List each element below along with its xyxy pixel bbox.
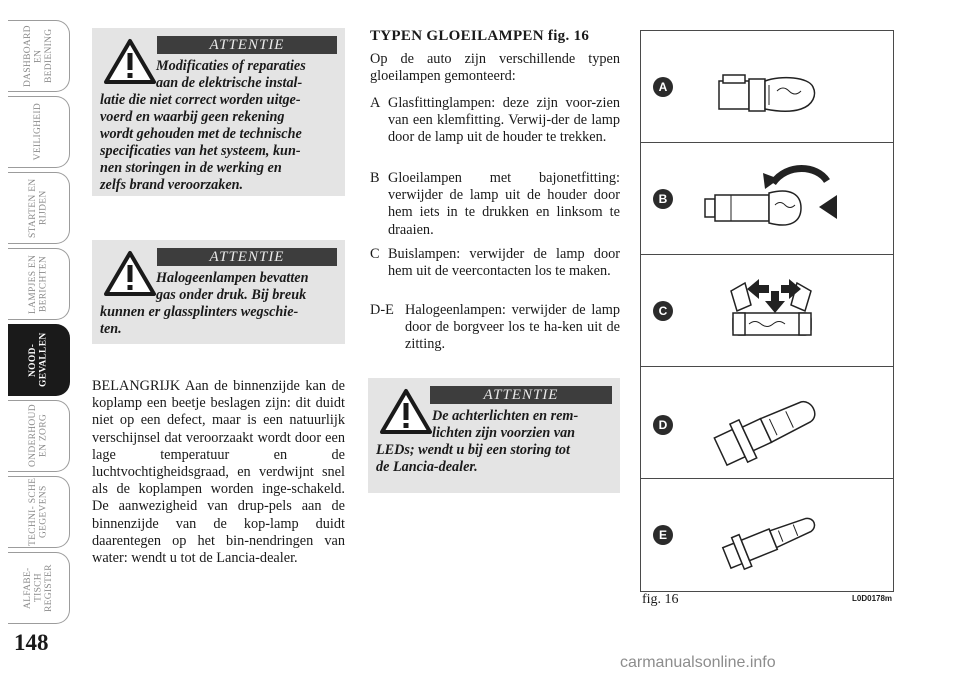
- chapter-tab-label: TECHNI- SCHE GEGEVENS: [28, 477, 49, 547]
- warning-line: Halogeenlampen bevatten: [156, 270, 309, 286]
- figure-caption: fig. 16: [642, 592, 679, 607]
- chapter-tab-label: VEILIGHEID: [33, 103, 44, 161]
- warning-box-led: [368, 378, 620, 493]
- warning-box-electrical: [92, 28, 345, 196]
- warning-text: [100, 270, 338, 338]
- chapter-tab-label: DASHBOARD EN BEDIENING: [22, 25, 54, 87]
- chapter-tab[interactable]: [8, 20, 70, 92]
- glass-wedge-bulb-icon: [641, 31, 893, 143]
- panel-label: B: [653, 189, 673, 209]
- warning-title: ATTENTIE: [430, 386, 612, 404]
- bulb-type-item: [370, 170, 620, 242]
- festoon-bulb-icon: [641, 255, 893, 367]
- chapter-tab[interactable]: [8, 96, 70, 168]
- panel-label: D: [653, 415, 673, 435]
- warning-text: [100, 58, 338, 194]
- halogen-h7-bulb-icon: [641, 367, 893, 479]
- warning-line: specificaties van het systeem, kun-: [100, 143, 301, 159]
- item-key: D-E: [370, 302, 394, 318]
- watermark: carmanualsonline.info: [620, 654, 776, 671]
- bulb-type-item: [370, 95, 620, 167]
- figure-panel-d: [641, 367, 893, 479]
- panel-label: C: [653, 301, 673, 321]
- item-text: Glasfittinglampen: deze zijn voor-zien van een klemfitting. Verwij-der de lamp door de lamp uit de houder te trekken.: [388, 95, 620, 146]
- figure-panel-b: [641, 143, 893, 255]
- item-key: C: [370, 246, 380, 262]
- item-text: Halogeenlampen: verwijder de lamp door de borgveer los te ha-ken uit de zitting.: [405, 302, 620, 353]
- item-key: A: [370, 95, 381, 111]
- chapter-tab-label: ONDERHOUD EN ZORG: [28, 404, 49, 468]
- warning-line: de Lancia-dealer.: [376, 459, 478, 475]
- item-key: B: [370, 170, 380, 186]
- warning-title: ATTENTIE: [157, 248, 337, 266]
- warning-line: kunnen er glassplinters wegschie-: [100, 304, 299, 320]
- chapter-tab[interactable]: [8, 248, 70, 320]
- item-text: Gloeilampen met bajonetfitting: verwijder de lamp uit de houder door hem iets in te drukken en linksom te draaien.: [388, 170, 620, 238]
- warning-box-halogen: [92, 240, 345, 344]
- warning-line: nen storingen in de werking en: [100, 160, 282, 176]
- chapter-tab-label: ALFABE- TISCH REGISTER: [22, 564, 54, 612]
- chapter-tab[interactable]: [8, 172, 70, 244]
- warning-line: aan de elektrische instal-: [156, 75, 303, 91]
- section-intro: Op de auto zijn verschillende typen gloeilampen gemonteerd:: [370, 51, 620, 85]
- important-note: BELANGRIJK Aan de binnenzijde kan de koplamp een beetje beslagen zijn: dit duidt niet op een defect, maar is een natuurlijk verschijnsel dat veroorzaakt wordt door een lage temperatuur en de luchtvochtigheidsgraad, en verdwijnt snel als de koplampen worden inge-schakeld. De aanwezigheid van drup-pels aan de binnenzijde van de kop-lamp duidt daarentegen op het bin-nendringen van water: wendt u tot de Lancia-dealer.: [92, 378, 345, 567]
- warning-text: [376, 408, 614, 476]
- section-heading: TYPEN GLOEILAMPEN fig. 16: [370, 28, 590, 44]
- chapter-tab[interactable]: [8, 400, 70, 472]
- figure-code: L0D0178m: [852, 594, 893, 603]
- warning-line: voerd en waarbij geen rekening: [100, 109, 285, 125]
- page-number: 148: [14, 630, 49, 655]
- chapter-tab[interactable]: [8, 324, 70, 396]
- warning-title: ATTENTIE: [157, 36, 337, 54]
- warning-line: LEDs; wendt u bij een storing tot: [376, 442, 570, 458]
- chapter-tab-label: NOOD- GEVALLEN: [28, 332, 49, 388]
- bayonet-bulb-icon: [641, 143, 893, 255]
- panel-label: A: [653, 77, 673, 97]
- item-text: Buislampen: verwijder de lamp door hem uit de veercontacten los te maken.: [388, 246, 620, 280]
- chapter-tab-label: LAMPJES EN BERICHTEN: [28, 254, 49, 314]
- figure-panel-c: [641, 255, 893, 367]
- halogen-h1-bulb-icon: [641, 479, 893, 591]
- warning-line: wordt gehouden met de technische: [100, 126, 302, 142]
- chapter-tab[interactable]: [8, 552, 70, 624]
- warning-line: ten.: [100, 321, 122, 337]
- figure-panel-e: [641, 479, 893, 591]
- warning-line: Modificaties of reparaties: [156, 58, 306, 74]
- warning-line: De achterlichten en rem-: [432, 408, 579, 424]
- warning-line: lichten zijn voorzien van: [432, 425, 576, 441]
- bulb-types-figure: [640, 30, 894, 592]
- bulb-type-item: [370, 302, 620, 354]
- warning-line: zelfs brand veroorzaken.: [100, 177, 244, 193]
- chapter-tab-label: STARTEN EN RIJDEN: [28, 178, 49, 238]
- chapter-tab[interactable]: [8, 476, 70, 548]
- figure-panel-a: [641, 31, 893, 143]
- panel-label: E: [653, 525, 673, 545]
- warning-line: latie die niet correct worden uitge-: [100, 92, 301, 108]
- bulb-type-item: [370, 246, 620, 298]
- warning-line: gas onder druk. Bij breuk: [156, 287, 307, 303]
